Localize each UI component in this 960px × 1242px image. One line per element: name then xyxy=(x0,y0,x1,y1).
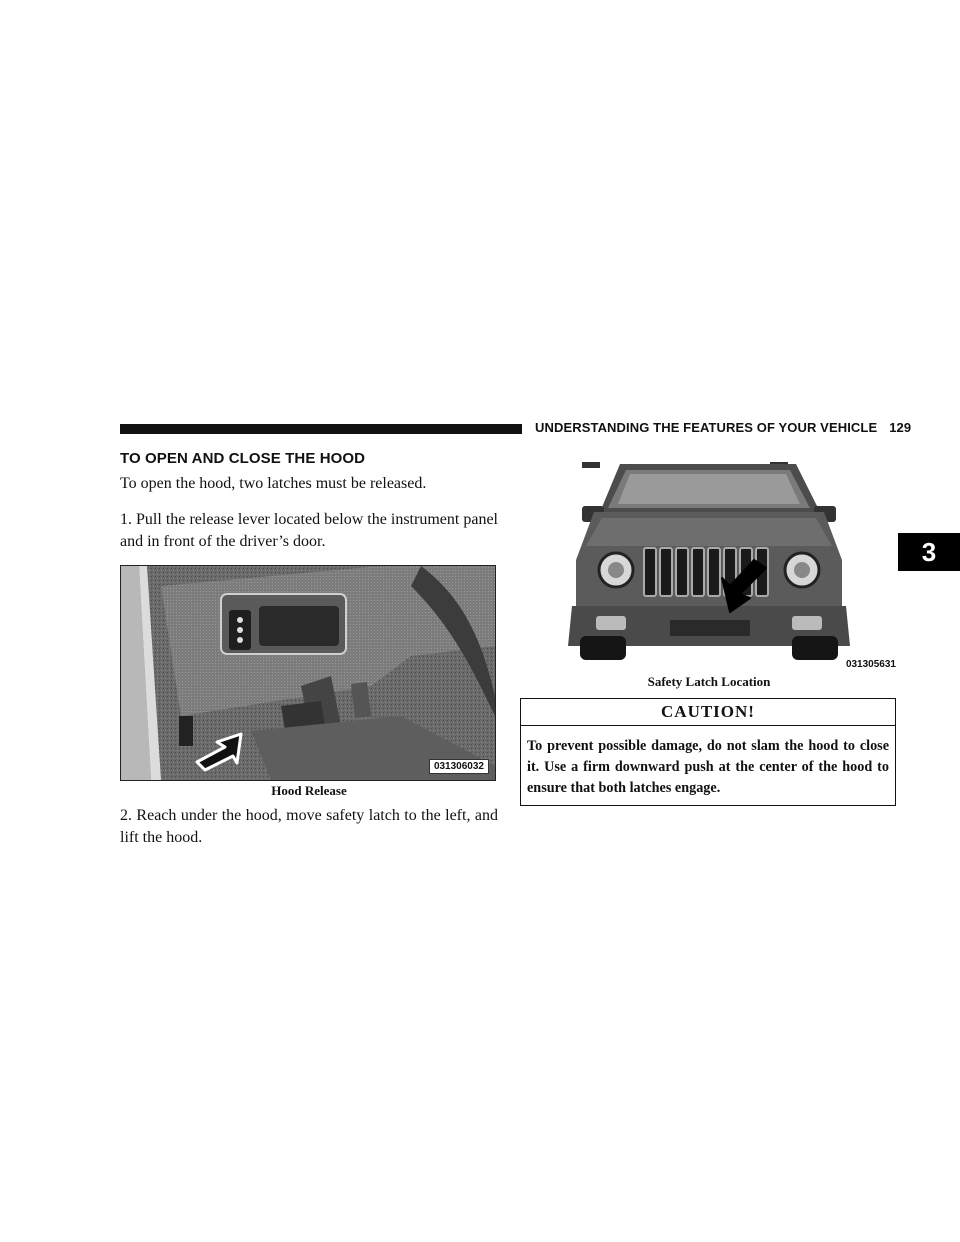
figure-caption: Hood Release xyxy=(271,783,347,798)
jeep-front-drawing xyxy=(520,450,898,672)
step-2-paragraph: 2. Reach under the hood, move safety latch to the left, and lift the hood. xyxy=(120,807,498,846)
right-column xyxy=(520,450,898,806)
figure-code: 031306032 xyxy=(429,759,489,774)
chapter-tab: 3 xyxy=(898,533,960,571)
section-title: TO OPEN AND CLOSE THE HOOD xyxy=(120,450,366,467)
caution-heading: CAUTION! xyxy=(521,699,895,726)
figure-code: 031305631 xyxy=(845,659,896,670)
hood-release-figure xyxy=(120,565,498,799)
safety-latch-illustration xyxy=(520,450,898,672)
safety-latch-figure xyxy=(520,450,898,690)
running-header xyxy=(535,420,911,435)
intro-paragraph: To open the hood, two latches must be released. xyxy=(120,475,427,492)
step-1-paragraph: 1. Pull the release lever located below the instrument panel and in front of the driver’s door. xyxy=(120,511,498,550)
caution-box xyxy=(520,698,896,806)
figure-caption: Safety Latch Location xyxy=(647,674,771,689)
section-header-title: UNDERSTANDING THE FEATURES OF YOUR VEHICLE xyxy=(535,420,878,435)
header-rule xyxy=(120,424,522,434)
caution-text: To prevent possible damage, do not slam the hood to close it. Use a firm downward push at the center of the hood to ensure that both latches engage. xyxy=(527,738,889,796)
page-number: 129 xyxy=(889,420,912,435)
left-column xyxy=(120,450,498,849)
hood-release-drawing xyxy=(121,566,495,780)
hood-release-illustration xyxy=(120,565,496,781)
